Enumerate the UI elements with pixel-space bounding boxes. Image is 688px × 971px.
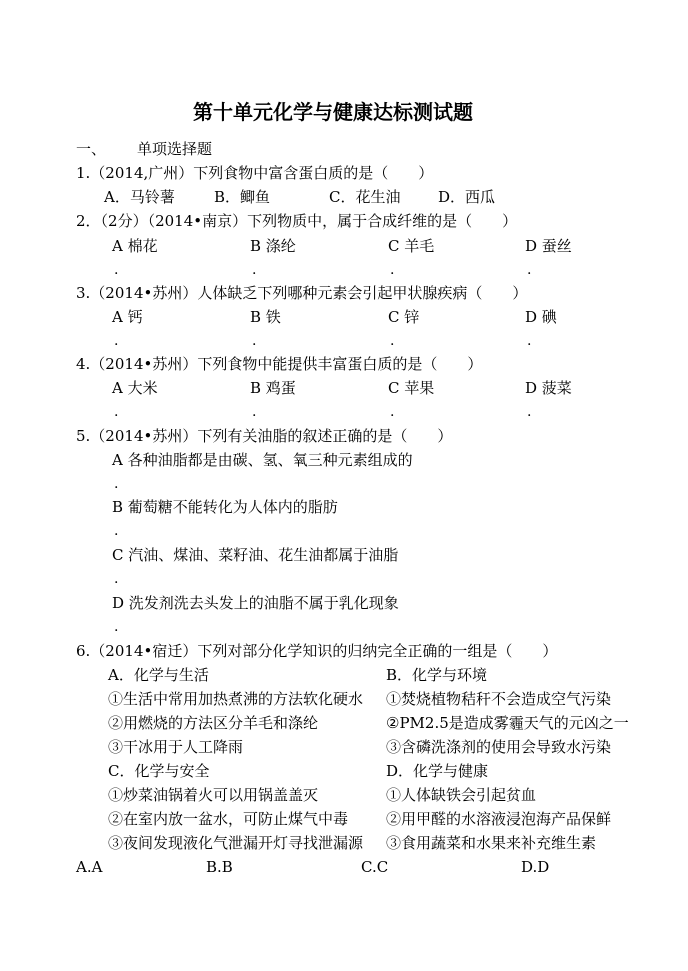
q6-group-d-title: D．化学与健康 <box>386 762 489 780</box>
q6-group-a-item-3: ③干冰用于人工降雨 <box>108 738 244 756</box>
question-2-stem: 2．（2分）（2014•南京）下列物质中，属于合成纤维的是（ ） <box>76 212 518 230</box>
q5-option-c-dot: . <box>114 571 119 587</box>
q2-option-c-dot: . <box>390 262 395 278</box>
section-heading: 单项选择题 <box>137 140 213 158</box>
q6-group-d-item-3: ③食用蔬菜和水果来补充维生素 <box>386 834 597 852</box>
page-title: 第十单元化学与健康达标测试题 <box>193 100 473 124</box>
q2-option-d: D 蚕丝 <box>525 237 572 255</box>
q2-option-a-dot: . <box>114 262 119 278</box>
q6-group-c-item-2: ②在室内放一盆水，可防止煤气中毒 <box>108 810 349 828</box>
q6-group-d-item-2: ②用甲醛的水溶液浸泡海产品保鲜 <box>386 810 612 828</box>
q1-option-d: D．西瓜 <box>438 188 496 206</box>
question-4-stem: 4.（2014•苏州）下列食物中能提供丰富蛋白质的是（ ） <box>76 355 483 373</box>
q6-answer-a: A.A <box>76 858 103 876</box>
q6-group-b-item-1: ①焚烧植物秸秆不会造成空气污染 <box>386 690 612 708</box>
q6-group-a-title: A．化学与生活 <box>108 666 209 684</box>
q2-option-a: A 棉花 <box>112 237 158 255</box>
q4-option-a-dot: . <box>114 404 119 420</box>
section-number: 一、 <box>76 140 107 158</box>
q6-group-d-item-1: ①人体缺铁会引起贫血 <box>386 786 537 804</box>
question-5-stem: 5.（2014•苏州）下列有关油脂的叙述正确的是（ ） <box>76 427 453 445</box>
q1-option-c: C．花生油 <box>329 188 401 206</box>
q4-option-d: D 菠菜 <box>525 379 572 397</box>
question-6-stem: 6.（2014•宿迁）下列对部分化学知识的归纳完全正确的一组是（ ） <box>76 642 558 660</box>
q5-option-c: C 汽油、煤油、菜籽油、花生油都属于油脂 <box>112 546 399 564</box>
question-1-stem: 1.（2014,广州）下列食物中富含蛋白质的是（ ） <box>76 164 434 182</box>
q6-group-c-item-1: ①炒菜油锅着火可以用锅盖盖灭 <box>108 786 319 804</box>
q2-option-c: C 羊毛 <box>388 237 435 255</box>
q3-option-b: B 铁 <box>250 308 281 326</box>
q6-answer-c: C.C <box>361 858 389 876</box>
q3-option-a: A 钙 <box>112 308 143 326</box>
question-3-stem: 3.（2014•苏州）人体缺乏下列哪种元素会引起甲状腺疾病（ ） <box>76 284 528 302</box>
q5-option-a: A 各种油脂都是由碳、氢、氧三种元素组成的 <box>112 451 413 469</box>
q2-option-d-dot: . <box>527 262 532 278</box>
q6-group-c-item-3: ③夜间发现液化气泄漏开灯寻找泄漏源 <box>108 834 364 852</box>
q3-option-c-dot: . <box>390 333 395 349</box>
q5-option-d: D 洗发剂洗去头发上的油脂不属于乳化现象 <box>112 594 399 612</box>
q3-option-d: D 碘 <box>525 308 557 326</box>
q6-group-a-item-2: ②用燃烧的方法区分羊毛和涤纶 <box>108 714 319 732</box>
q3-option-d-dot: . <box>527 333 532 349</box>
q3-option-c: C 锌 <box>388 308 420 326</box>
q6-group-c-title: C．化学与安全 <box>108 762 210 780</box>
q4-option-c-dot: . <box>390 404 395 420</box>
q6-group-a-item-1: ①生活中常用加热煮沸的方法软化硬水 <box>108 690 364 708</box>
q6-group-b-title: B．化学与环境 <box>386 666 488 684</box>
q1-option-a: A．马铃薯 <box>104 188 175 206</box>
q3-option-b-dot: . <box>252 333 257 349</box>
q5-option-a-dot: . <box>114 476 119 492</box>
q6-group-b-item-2: ②PM2.5是造成雾霾天气的元凶之一 <box>386 714 629 732</box>
q5-option-b-dot: . <box>114 523 119 539</box>
q5-option-b: B 葡萄糖不能转化为人体内的脂肪 <box>112 498 338 516</box>
q4-option-d-dot: . <box>527 404 532 420</box>
q4-option-c: C 苹果 <box>388 379 435 397</box>
q4-option-b-dot: . <box>252 404 257 420</box>
q6-group-b-item-3: ③含磷洗涤剂的使用会导致水污染 <box>386 738 612 756</box>
q3-option-a-dot: . <box>114 333 119 349</box>
q4-option-a: A 大米 <box>112 379 158 397</box>
q5-option-d-dot: . <box>114 619 119 635</box>
q1-option-b: B．鲫鱼 <box>214 188 271 206</box>
q4-option-b: B 鸡蛋 <box>250 379 296 397</box>
q2-option-b-dot: . <box>252 262 257 278</box>
q6-answer-b: B.B <box>206 858 233 876</box>
q6-answer-d: D.D <box>521 858 550 876</box>
q2-option-b: B 涤纶 <box>250 237 296 255</box>
